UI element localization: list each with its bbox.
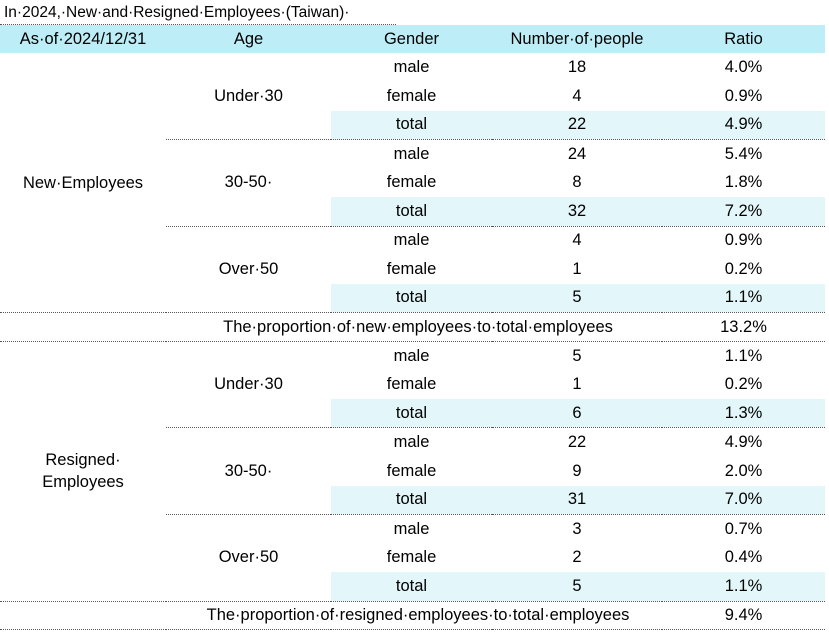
proportion-label: The·proportion·of·resigned·employees·to·total·employees bbox=[166, 601, 662, 630]
proportion-label: The·proportion·of·new·employees·to·total·employees bbox=[166, 313, 662, 342]
ratio-cell: 5.4% bbox=[662, 140, 825, 169]
gender-cell: male bbox=[331, 515, 492, 544]
table-body bbox=[0, 53, 825, 630]
number-cell: 22 bbox=[492, 111, 662, 140]
ratio-cell: 4.0% bbox=[724, 57, 763, 76]
ratio-cell: 1.1% bbox=[662, 284, 825, 313]
ratio-cell: 0.7% bbox=[662, 515, 825, 544]
gender-cell: total bbox=[331, 486, 492, 515]
table-row bbox=[0, 341, 825, 370]
age-cell: Under·30 bbox=[166, 341, 331, 428]
proportion-blank-cell bbox=[0, 601, 166, 630]
age-cell: Over·50 bbox=[166, 226, 331, 313]
ratio-cell: 0.9% bbox=[662, 226, 825, 255]
category-cell bbox=[0, 53, 166, 313]
category-label: Resigned· bbox=[45, 451, 121, 470]
age-cell: Under·30 bbox=[214, 86, 283, 105]
ratio-cell: 0.9% bbox=[724, 86, 763, 105]
number-cell: 2 bbox=[572, 548, 582, 567]
number-cell: 8 bbox=[572, 173, 582, 192]
ratio-cell: 4.9% bbox=[662, 428, 825, 457]
number-cell: 5 bbox=[492, 341, 662, 370]
gender-cell: female bbox=[386, 86, 437, 105]
number-cell: 18 bbox=[567, 57, 587, 76]
ratio-cell: 2.0% bbox=[724, 461, 763, 480]
gender-cell: male bbox=[331, 226, 492, 255]
gender-cell: total bbox=[331, 111, 492, 140]
table-header-row bbox=[0, 25, 825, 53]
ratio-cell: 1.1% bbox=[662, 341, 825, 370]
ratio-cell: 0.4% bbox=[724, 548, 763, 567]
gender-cell: female bbox=[386, 461, 437, 480]
table-caption: In·2024,·New·and·Resigned·Employees·(Taiwan)· bbox=[4, 4, 350, 21]
gender-cell: female bbox=[386, 548, 437, 567]
gender-cell: male bbox=[331, 341, 492, 370]
number-cell: 1 bbox=[572, 375, 582, 394]
ratio-cell: 7.0% bbox=[662, 486, 825, 515]
number-cell: 9 bbox=[572, 461, 582, 480]
number-cell: 32 bbox=[492, 197, 662, 226]
header-gender: Gender bbox=[331, 25, 492, 53]
header-ratio: Ratio bbox=[662, 25, 825, 53]
gender-cell: male bbox=[393, 57, 430, 76]
category-cell bbox=[0, 341, 166, 601]
ratio-cell: 1.1% bbox=[662, 572, 825, 601]
ratio-cell: 0.2% bbox=[724, 375, 763, 394]
number-cell: 5 bbox=[492, 572, 662, 601]
number-cell: 24 bbox=[492, 140, 662, 169]
proportion-row bbox=[0, 313, 825, 342]
header-number-of-people: Number·of·people bbox=[492, 25, 662, 53]
ratio-cell: 4.9% bbox=[662, 111, 825, 140]
gender-cell: female bbox=[386, 259, 437, 278]
gender-cell: total bbox=[331, 399, 492, 428]
number-cell: 6 bbox=[492, 399, 662, 428]
number-cell: 4 bbox=[492, 226, 662, 255]
gender-cell: female bbox=[386, 375, 437, 394]
header-as-of: As·of·2024/12/31 bbox=[0, 25, 166, 53]
number-cell: 1 bbox=[572, 259, 582, 278]
age-cell: 30-50· bbox=[166, 428, 331, 515]
category-label: Employees bbox=[42, 473, 124, 492]
header-age: Age bbox=[166, 25, 331, 53]
number-cell: 5 bbox=[492, 284, 662, 313]
proportion-row bbox=[0, 601, 825, 630]
number-cell: 4 bbox=[572, 86, 582, 105]
ratio-cell: 7.2% bbox=[662, 197, 825, 226]
gender-cell: male bbox=[331, 428, 492, 457]
proportion-value: 9.4% bbox=[662, 601, 825, 630]
ratio-cell: 1.8% bbox=[724, 173, 763, 192]
gender-cell: total bbox=[331, 197, 492, 226]
proportion-blank-cell bbox=[0, 313, 166, 342]
proportion-value: 13.2% bbox=[662, 313, 825, 342]
gender-cell: female bbox=[386, 173, 437, 192]
age-cell: 30-50· bbox=[166, 140, 331, 227]
category-label: New·Employees bbox=[22, 173, 144, 192]
number-cell: 22 bbox=[492, 428, 662, 457]
employees-table bbox=[0, 25, 825, 630]
age-cell: Over·50 bbox=[166, 515, 331, 602]
gender-cell: male bbox=[331, 140, 492, 169]
ratio-cell: 1.3% bbox=[662, 399, 825, 428]
number-cell: 3 bbox=[492, 515, 662, 544]
ratio-cell: 0.2% bbox=[724, 259, 763, 278]
gender-cell: total bbox=[331, 572, 492, 601]
gender-cell: total bbox=[331, 284, 492, 313]
table-row bbox=[0, 53, 825, 82]
number-cell: 31 bbox=[492, 486, 662, 515]
